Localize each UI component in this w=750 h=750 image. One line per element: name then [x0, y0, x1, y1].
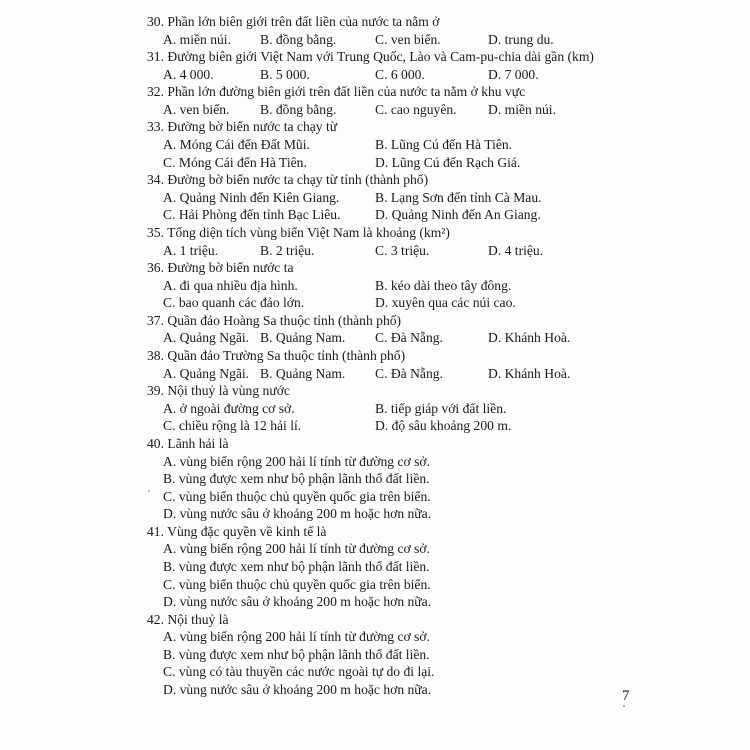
question-stem: 37. Quần đảo Hoàng Sa thuộc tỉnh (thành phố) — [147, 312, 402, 328]
answer-option: A. Quảng Ngãi. — [163, 330, 250, 346]
answer-option: C. vùng biển thuộc chủ quyền quốc gia trên biển. — [163, 576, 431, 592]
answer-option: C. Móng Cái đến Hà Tiên. — [163, 154, 307, 170]
answer-option: A. vùng biển rộng 200 hải lí tính từ đường cơ sở. — [163, 453, 430, 469]
answer-option: D. miền núi. — [488, 101, 556, 117]
question-stem: 36. Đường bờ biển nước ta — [147, 260, 294, 276]
answer-option: C. ven biển. — [375, 31, 441, 47]
answer-option: C. vùng có tàu thuyền các nước ngoài tự do đi lại. — [163, 664, 435, 680]
answer-option: A. miền núi. — [163, 31, 231, 47]
answer-option: B. Lạng Sơn đến tỉnh Cà Mau. — [375, 189, 542, 205]
answer-option: D. độ sâu khoảng 200 m. — [375, 418, 512, 434]
question-stem: 30. Phần lớn biên giới trên đất liền của nước ta nằm ở — [147, 14, 440, 29]
answer-option: C. bao quanh các đảo lớn. — [163, 295, 305, 311]
question-stem: 39. Nội thuỷ là vùng nước — [147, 383, 290, 399]
answer-option: B. vùng được xem như bộ phận lãnh thổ đất liền. — [163, 558, 430, 574]
answer-option: B. Quảng Nam. — [260, 365, 346, 381]
answer-option: D. vùng nước sâu ở khoảng 200 m hoặc hơn nữa. — [163, 506, 432, 522]
answer-option: C. Đà Nẵng. — [375, 365, 443, 381]
answer-option: A. ven biển. — [163, 101, 230, 117]
answer-option: C. cao nguyên. — [375, 101, 457, 117]
scan-speck — [148, 490, 150, 492]
question-stem: 40. Lãnh hải là — [147, 435, 229, 451]
answer-option: D. trung du. — [488, 31, 554, 47]
answer-option: D. Khánh Hoà. — [488, 365, 571, 381]
answer-option: A. Quảng Ngãi. — [163, 365, 250, 381]
answer-option: A. vùng biển rộng 200 hải lí tính từ đường cơ sở. — [163, 629, 430, 645]
answer-option: B. 5 000. — [260, 66, 310, 82]
answer-option: B. vùng được xem như bộ phận lãnh thổ đất liền. — [163, 646, 430, 662]
question-stem: 33. Đường bờ biển nước ta chạy từ — [147, 119, 338, 135]
answer-option: D. Lũng Cú đến Rạch Giá. — [375, 154, 521, 170]
answer-option: A. Móng Cái đến Đất Mũi. — [163, 137, 310, 153]
answer-option: B. đồng bằng. — [260, 31, 337, 47]
answer-option: D. 7 000. — [488, 66, 539, 82]
answer-option: A. đi qua nhiều địa hình. — [163, 277, 298, 293]
answer-option: B. Quảng Nam. — [260, 330, 346, 346]
answer-option: D. Khánh Hoà. — [488, 330, 571, 346]
answer-option: C. Hải Phòng đến tỉnh Bạc Liêu. — [163, 207, 341, 223]
question-stem: 34. Đường bờ biển nước ta chạy từ tỉnh (thành phố) — [147, 172, 429, 188]
answer-option: A. 1 triệu. — [163, 242, 219, 258]
answer-option: A. ở ngoài đường cơ sở. — [163, 400, 295, 416]
question-stem: 38. Quần đảo Trường Sa thuộc tỉnh (thành phố) — [147, 348, 406, 364]
answer-option: B. tiếp giáp với đất liền. — [375, 400, 507, 416]
answer-option: D. vùng nước sâu ở khoảng 200 m hoặc hơn nữa. — [163, 594, 432, 610]
answer-option: C. 6 000. — [375, 66, 425, 82]
question-stem: 41. Vùng đặc quyền về kinh tế là — [147, 523, 327, 539]
answer-option: B. vùng được xem như bộ phận lãnh thổ đất liền. — [163, 471, 430, 487]
answer-option: A. Quảng Ninh đến Kiên Giang. — [163, 189, 340, 205]
answer-option: D. vùng nước sâu ở khoảng 200 m hoặc hơn nữa. — [163, 682, 432, 698]
answer-option: B. đồng bằng. — [260, 101, 337, 117]
answer-option: D. xuyên qua các núi cao. — [375, 295, 516, 311]
question-stem: 42. Nội thuỷ là — [147, 611, 229, 627]
answer-option: B. Lũng Cú đến Hà Tiên. — [375, 137, 513, 153]
answer-option: A. 4 000. — [163, 66, 214, 82]
question-stem: 35. Tổng diện tích vùng biển Việt Nam là khoảng (km²) — [147, 224, 450, 240]
answer-option: D. Quảng Ninh đến An Giang. — [375, 207, 541, 223]
page-number: 7 — [622, 688, 630, 704]
answer-option: C. vùng biển thuộc chủ quyền quốc gia trên biển. — [163, 488, 431, 504]
scan-speck — [623, 705, 625, 707]
answer-option: B. 2 triệu. — [260, 242, 315, 258]
question-stem: 32. Phần lớn đường biên giới trên đất liền của nước ta nằm ở khu vực — [147, 84, 526, 100]
answer-option: C. chiều rộng là 12 hải lí. — [163, 418, 302, 434]
answer-option: D. 4 triệu. — [488, 242, 544, 258]
answer-option: B. kéo dài theo tây đông. — [375, 277, 512, 293]
answer-option: C. Đà Nẵng. — [375, 330, 443, 346]
question-stem: 31. Đường biên giới Việt Nam với Trung Quốc, Lào và Cam-pu-chia dài gần (km) — [147, 49, 594, 65]
answer-option: C. 3 triệu. — [375, 242, 430, 258]
answer-option: A. vùng biển rộng 200 hải lí tính từ đường cơ sở. — [163, 541, 430, 557]
